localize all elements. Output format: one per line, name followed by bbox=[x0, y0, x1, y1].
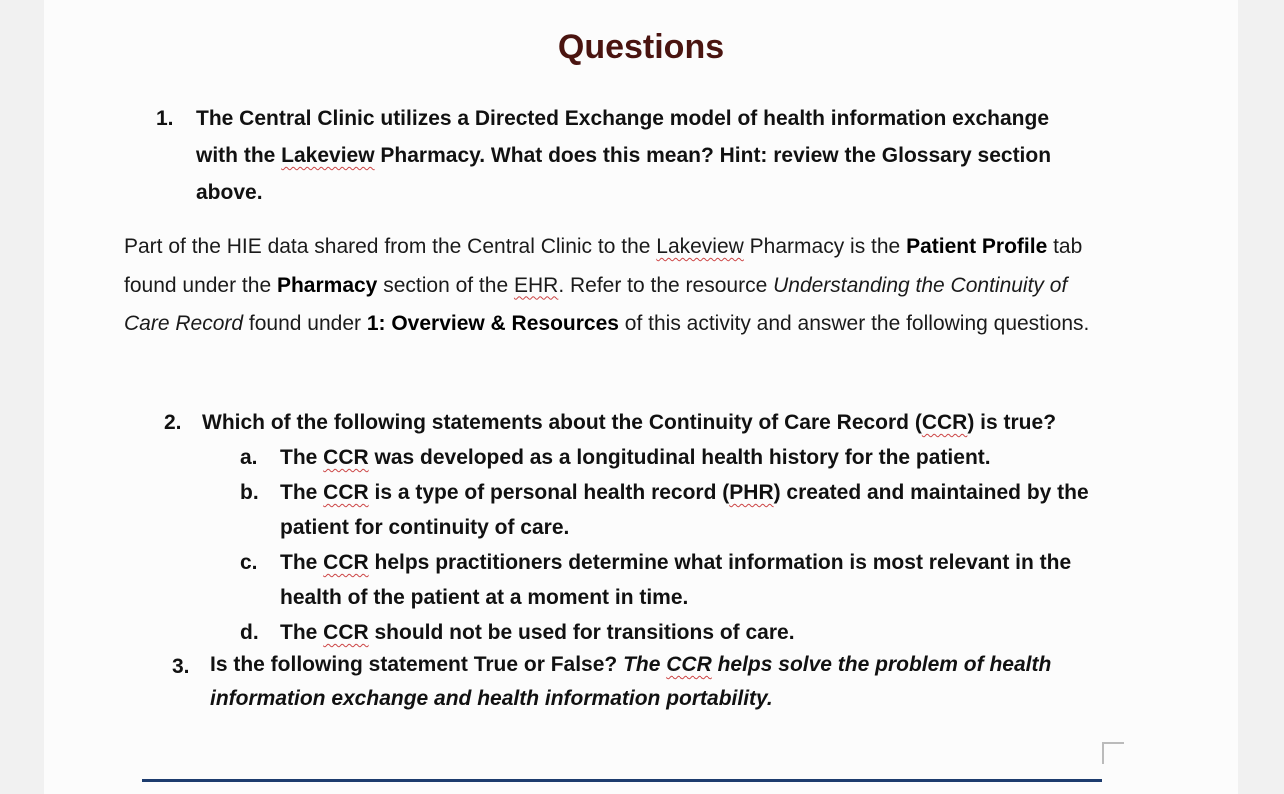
intro-lakeview: Lakeview bbox=[656, 235, 744, 258]
option-b-mid: is a type of personal health record ( bbox=[368, 481, 730, 504]
question-1-text bbox=[196, 100, 1096, 211]
option-a-post: was developed as a longitudinal health history for the patient. bbox=[368, 446, 991, 469]
option-b-letter: b. bbox=[240, 481, 259, 504]
q3-ccr: CCR bbox=[666, 653, 712, 676]
intro-paragraph bbox=[124, 228, 1104, 344]
intro-overview-resources: 1: Overview & Resources bbox=[366, 312, 619, 335]
question-2-text bbox=[202, 404, 1122, 441]
intro-text-13: of this activity and answer the following questions. bbox=[618, 312, 1090, 335]
option-d-letter: d. bbox=[240, 621, 259, 644]
q3-text-d: helps solve the problem of health bbox=[711, 653, 1052, 676]
intro-text-1: Part of the HIE data shared from the Central Clinic to the bbox=[124, 235, 657, 258]
option-c-ccr: CCR bbox=[323, 551, 369, 574]
option-b-pre: The bbox=[280, 481, 324, 504]
option-b bbox=[240, 475, 1110, 545]
question-3-number: 3. bbox=[172, 655, 190, 678]
q1-lakeview: Lakeview bbox=[281, 144, 375, 167]
intro-resource-title: Understanding the Continuity of Care Record bbox=[124, 273, 1068, 335]
option-d-post: should not be used for transitions of care. bbox=[368, 621, 795, 644]
option-b-ccr: CCR bbox=[323, 481, 369, 504]
bottom-rule bbox=[142, 779, 1102, 782]
question-3-line-2 bbox=[210, 682, 1110, 716]
question-3-text bbox=[210, 648, 1110, 716]
intro-text-5: tab found under the bbox=[124, 235, 1083, 297]
question-1-line-1: The Central Clinic utilizes a Directed Exchange model of health information exchange bbox=[196, 107, 1050, 130]
option-c-line-2: health of the patient at a moment in time. bbox=[280, 586, 689, 609]
intro-ehr: EHR bbox=[513, 273, 559, 297]
q2-text-a: Which of the following statements about the Continuity of Care Record ( bbox=[202, 411, 922, 434]
option-b-line-1 bbox=[280, 475, 1110, 510]
q3-text-a: Is the following statement True or False? bbox=[210, 653, 624, 676]
intro-text-3: Pharmacy is the bbox=[743, 235, 907, 258]
option-c-letter: c. bbox=[240, 551, 258, 574]
intro-text-11: found under bbox=[243, 312, 367, 335]
option-c-pre: The bbox=[280, 551, 324, 574]
q2-ccr: CCR bbox=[921, 411, 968, 434]
option-b-post: ) created and maintained by the bbox=[773, 481, 1089, 504]
question-1-line-3: above. bbox=[196, 181, 263, 204]
question-1-number: 1. bbox=[156, 107, 174, 130]
intro-text-7: section of the bbox=[377, 273, 514, 297]
q3-text-b: The bbox=[623, 653, 667, 676]
option-c-line-1 bbox=[280, 545, 1110, 580]
option-d-pre: The bbox=[280, 621, 324, 644]
option-a-pre: The bbox=[280, 446, 324, 469]
q2-text-c: ) is true? bbox=[967, 411, 1057, 434]
q1-text-c: Pharmacy. What does this mean? Hint: review the Glossary section bbox=[374, 144, 1052, 167]
page-title: Questions bbox=[557, 28, 725, 66]
question-2-number: 2. bbox=[164, 411, 182, 434]
option-a-ccr: CCR bbox=[323, 446, 369, 469]
option-d bbox=[240, 615, 1100, 650]
option-b-phr: PHR bbox=[729, 481, 774, 504]
q3-text-e: information exchange and health information portability. bbox=[210, 687, 773, 710]
question-1-line-2 bbox=[196, 137, 1096, 174]
page-corner-mark bbox=[1102, 742, 1124, 764]
option-a bbox=[240, 440, 1100, 475]
intro-patient-profile: Patient Profile bbox=[906, 235, 1048, 258]
option-d-ccr: CCR bbox=[323, 621, 369, 644]
question-3-line-1 bbox=[210, 648, 1110, 682]
option-b-line-2: patient for continuity of care. bbox=[280, 516, 570, 539]
q1-text-a: with the bbox=[196, 144, 282, 167]
document-page bbox=[44, 0, 1238, 794]
option-a-letter: a. bbox=[240, 446, 258, 469]
intro-pharmacy: Pharmacy bbox=[276, 273, 378, 297]
option-c bbox=[240, 545, 1110, 615]
intro-text-9: . Refer to the resource bbox=[558, 273, 774, 297]
option-c-post: helps practitioners determine what information is most relevant in the bbox=[368, 551, 1072, 574]
